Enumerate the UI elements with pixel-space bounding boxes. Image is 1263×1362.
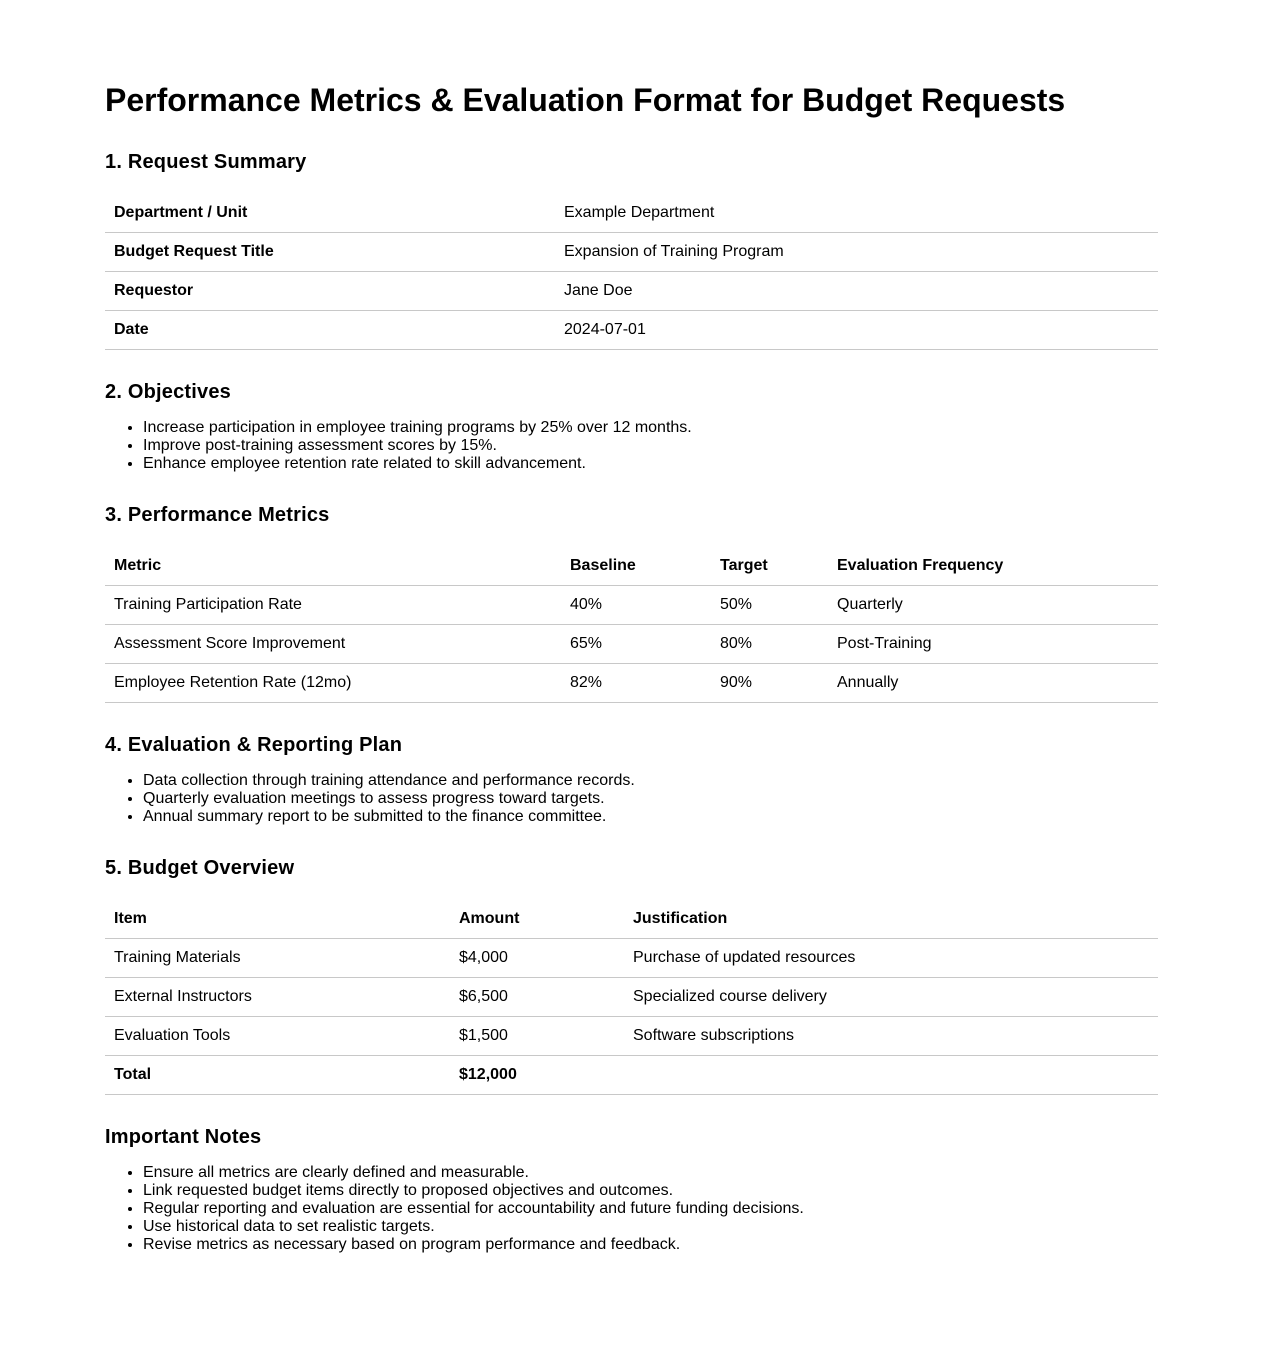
table-row bbox=[105, 664, 1158, 703]
metric-baseline: 40% bbox=[561, 586, 711, 625]
section-heading-evaluation-plan: 4. Evaluation & Reporting Plan bbox=[105, 734, 403, 756]
column-header: Target bbox=[711, 547, 828, 586]
summary-value: Jane Doe bbox=[555, 272, 1158, 311]
section-heading-performance-metrics: 3. Performance Metrics bbox=[105, 504, 330, 526]
table-header-row bbox=[105, 900, 1158, 939]
list-item: • Quarterly evaluation meetings to assess progress toward targets. bbox=[143, 790, 1158, 808]
budget-item: Training Materials bbox=[105, 939, 450, 978]
table-row bbox=[105, 625, 1158, 664]
table-row bbox=[105, 978, 1158, 1017]
list-item: • Data collection through training attendance and performance records. bbox=[143, 772, 1158, 790]
budget-total-row bbox=[105, 1056, 1158, 1095]
list-item: • Enhance employee retention rate related to skill advancement. bbox=[143, 455, 1158, 473]
budget-amount: $4,000 bbox=[450, 939, 624, 978]
important-notes-list bbox=[105, 1164, 1158, 1254]
summary-label: Date bbox=[105, 311, 555, 350]
section-heading-objectives: 2. Objectives bbox=[105, 381, 231, 403]
page-title: Performance Metrics & Evaluation Format for Budget Requests bbox=[105, 82, 1066, 118]
budget-amount: $1,500 bbox=[450, 1017, 624, 1056]
performance-metrics-table bbox=[105, 547, 1158, 703]
table-row bbox=[105, 194, 1158, 233]
table-header-row bbox=[105, 547, 1158, 586]
list-item: • Improve post-training assessment scores by 15%. bbox=[143, 437, 1158, 455]
metric-name: Training Participation Rate bbox=[105, 586, 561, 625]
metric-baseline: 65% bbox=[561, 625, 711, 664]
budget-item: Evaluation Tools bbox=[105, 1017, 450, 1056]
metric-target: 80% bbox=[711, 625, 828, 664]
evaluation-plan-list bbox=[105, 772, 1158, 826]
budget-total-label: Total bbox=[105, 1056, 450, 1095]
table-row bbox=[105, 586, 1158, 625]
section-heading-important-notes: Important Notes bbox=[105, 1126, 262, 1148]
metric-name: Employee Retention Rate (12mo) bbox=[105, 664, 561, 703]
budget-justification: Software subscriptions bbox=[624, 1017, 1158, 1056]
budget-justification: Purchase of updated resources bbox=[624, 939, 1158, 978]
table-row bbox=[105, 233, 1158, 272]
list-item: • Revise metrics as necessary based on program performance and feedback. bbox=[143, 1236, 1158, 1254]
list-item: • Link requested budget items directly to proposed objectives and outcomes. bbox=[143, 1182, 1158, 1200]
metric-frequency: Quarterly bbox=[828, 586, 1158, 625]
request-summary-table bbox=[105, 194, 1158, 350]
budget-overview-table bbox=[105, 900, 1158, 1095]
summary-label: Department / Unit bbox=[105, 194, 555, 233]
list-item: • Ensure all metrics are clearly defined and measurable. bbox=[143, 1164, 1158, 1182]
summary-value: 2024-07-01 bbox=[555, 311, 1158, 350]
metric-name: Assessment Score Improvement bbox=[105, 625, 561, 664]
column-header: Justification bbox=[624, 900, 1158, 939]
table-row bbox=[105, 1017, 1158, 1056]
column-header: Baseline bbox=[561, 547, 711, 586]
metric-target: 90% bbox=[711, 664, 828, 703]
metric-frequency: Post-Training bbox=[828, 625, 1158, 664]
summary-value: Expansion of Training Program bbox=[555, 233, 1158, 272]
budget-justification: Specialized course delivery bbox=[624, 978, 1158, 1017]
objectives-list bbox=[105, 419, 1158, 473]
list-item: • Regular reporting and evaluation are essential for accountability and future funding decisions. bbox=[143, 1200, 1158, 1218]
summary-label: Budget Request Title bbox=[105, 233, 555, 272]
summary-value: Example Department bbox=[555, 194, 1158, 233]
table-row bbox=[105, 272, 1158, 311]
metric-target: 50% bbox=[711, 586, 828, 625]
section-heading-request-summary: 1. Request Summary bbox=[105, 151, 307, 173]
column-header: Item bbox=[105, 900, 450, 939]
metric-baseline: 82% bbox=[561, 664, 711, 703]
important-notes-clip bbox=[105, 1164, 1158, 1253]
section-heading-budget-overview: 5. Budget Overview bbox=[105, 857, 295, 879]
column-header: Metric bbox=[105, 547, 561, 586]
table-row bbox=[105, 939, 1158, 978]
table-row bbox=[105, 311, 1158, 350]
document-page bbox=[105, 0, 1158, 1253]
budget-amount: $6,500 bbox=[450, 978, 624, 1017]
metric-frequency: Annually bbox=[828, 664, 1158, 703]
column-header: Evaluation Frequency bbox=[828, 547, 1158, 586]
list-item: • Increase participation in employee training programs by 25% over 12 months. bbox=[143, 419, 1158, 437]
column-header: Amount bbox=[450, 900, 624, 939]
budget-total-justification bbox=[624, 1056, 1158, 1095]
budget-item: External Instructors bbox=[105, 978, 450, 1017]
summary-label: Requestor bbox=[105, 272, 555, 311]
list-item: • Annual summary report to be submitted to the finance committee. bbox=[143, 808, 1158, 826]
budget-total-amount: $12,000 bbox=[450, 1056, 624, 1095]
list-item: • Use historical data to set realistic targets. bbox=[143, 1218, 1158, 1236]
